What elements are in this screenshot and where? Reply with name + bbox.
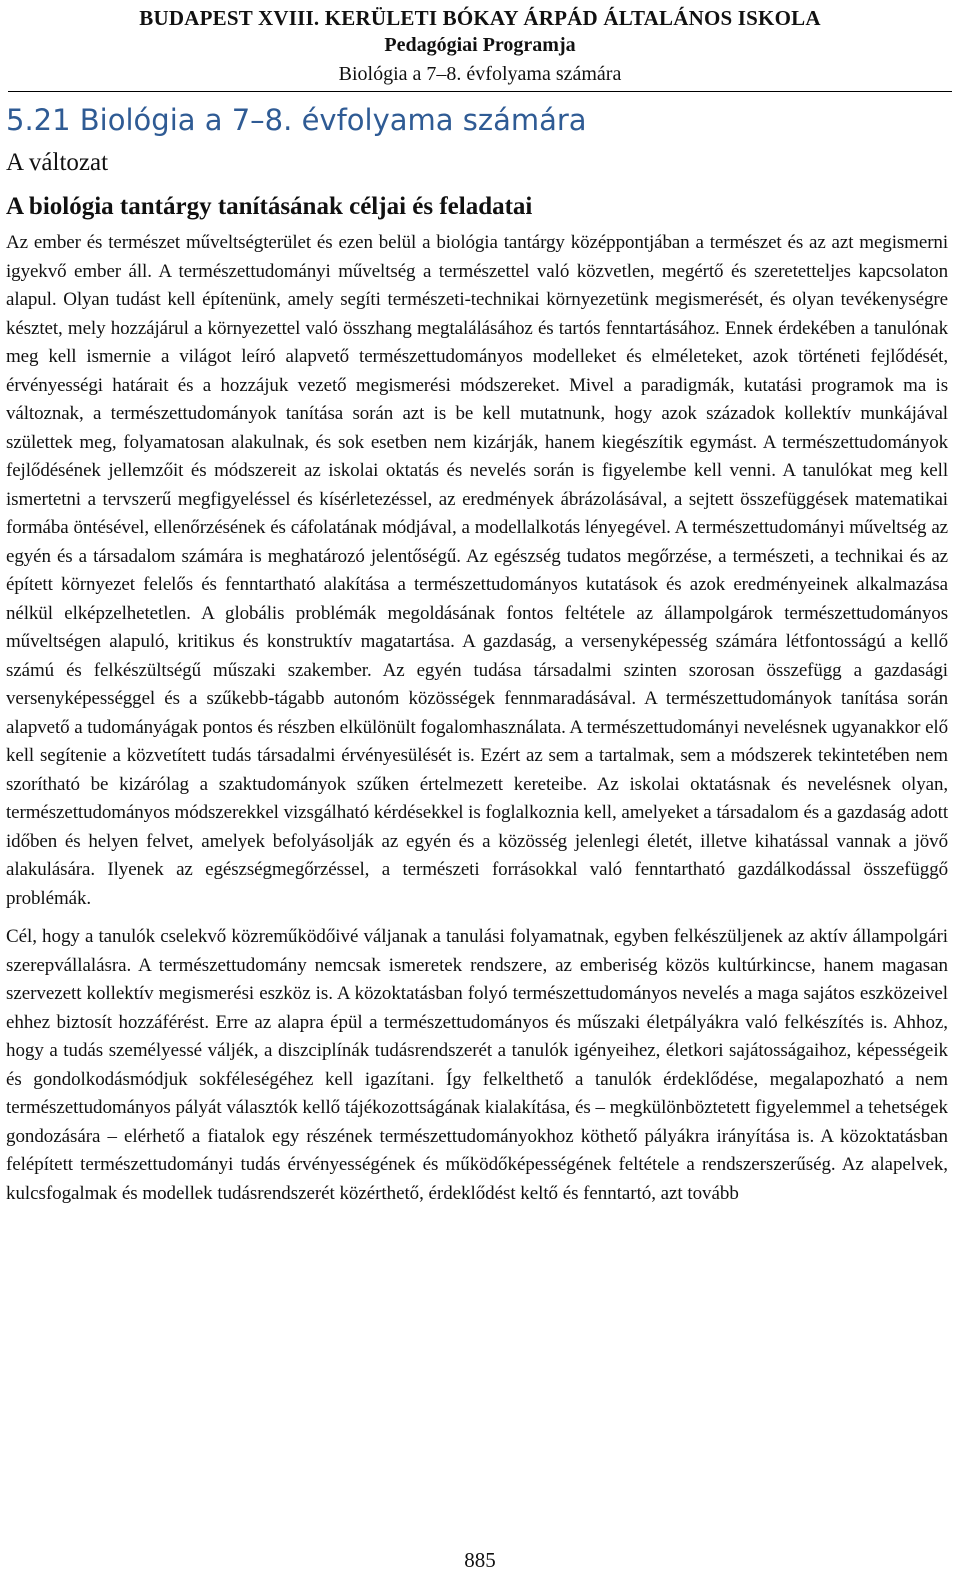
header-subject: Biológia a 7–8. évfolyama számára — [8, 59, 952, 92]
paragraph: Az ember és természet műveltségterület és ezen belül a biológia tantárgy középpontjában a természet és az azt megismerni igyekvő ember áll. A természettudományi műveltség a természettel való közvetlen, megértő és szeretetteljes kapcsolaton alapul. Olyan tudást kell építenünk, amely segíti természeti-technikai környezetünk megismerését, és olyan tevékenységre késztet, mely hozzájárul a környezettel való összhang megtalálásához és tartós fenntartásához. Ennek érdekében a tanulónak meg kell ismernie a világot leíró alapvető természettudományos modelleket és elméleteket, azok történeti fejlődését, érvényességi határait és a hozzájuk vezető megismerési módszereket. Mivel a paradigmák, kutatási programok ma is változnak, a természettudományok tanítása során azt is be kell mutatnunk, hogy azok századok kollektív munkájával születtek meg, folyamatosan alakulnak, és sok esetben nem kizárják, hanem kiegészítik egymást. A természettudományok fejlődésének jellemzőit és módszereit az iskolai oktatás és nevelés során is figyelembe kell venni. A tanulókat meg kell ismertetni a tervszerű megfigyeléssel és kísérletezéssel, az eredmények ábrázolásával, a sejtett összefüggések matematikai formába öntésével, ellenőrzésének és cáfolatának módjával, a modellalkotás lényegével. A természettudományi műveltség az egyén és a társadalom számára is meghatározó jelentőségű. Az egészség tudatos megőrzése, a természeti, a technikai és az épített környezet felelős és fenntartható alakítása a természettudományos kutatások és azok eredményeinek alkalmazása nélkül elképzelhetetlen. A globális problémák megoldásának fontos feltétele az állampolgárok természettudományos műveltségen alapuló, kritikus és konstruktív magatartása. A gazdaság, a versenyképesség számára létfontosságú a kellő számú és felkészültségű műszaki szakember. Az egyén tudása társadalmi szinten szorosan összefügg a gazdasági versenyképességgel és a szűkebb-tágabb autonóm közösségek fennmaradásával. A természettudományok tanítása során alapvető a tudományágak pontos és részben elkülönült fogalomhasználata. A természettudományi nevelésnek ugyanakkor elő kell segítenie a közvetített tudás társadalmi érvényesülését is. Ezért az sem a tartalmak, sem a módszerek tekintetében nem szorítható be kizárólag a szaktudományok szűken értelmezett kereteibe. Az iskolai oktatásnak és nevelésnek olyan, természettudományos módszerekkel vizsgálható kérdésekkel is foglalkoznia kell, amelyeket a társadalom és a gazdaság adott időben és helyen felvet, amelyek befolyásolják az egyén és a közösség jelenlegi életét, illetve kihatással vannak a jövő alakulására. Ilyenek az egészségmegőrzéssel, a természeti forrásokkal való fenntartható gazdálkodással összefüggő problémák. — [6, 232, 948, 909]
paragraph: Cél, hogy a tanulók cselekvő közreműködőivé váljanak a tanulási folyamatnak, egyben felkészüljenek az aktív állampolgári szerepvállalásra. A természettudomány nemcsak ismeretek rendszere, az emberiség közös kultúrkincse, hanem magasan szervezett kollektív megismerési eszköz is. A közoktatásban folyó természettudományos nevelés a maga sajátos eszközeivel ehhez biztosít hozzáférést. Erre az alapra épül a természettudományos és műszaki életpályákra való felkészítés is. Ahhoz, hogy a tudás személyessé váljék, a diszciplínák tudásrendszerét a tanulók igényeihez, életkori sajátosságaihoz, képességeik és gondolkodásmódjuk sokféleségéhez kell igazítani. Így felkelthető a tanulók érdeklődése, megalapozható a nem természettudományos pályát választók kellő tájékozottságának kialakítása, és – megkülönböztetett figyelemmel a tehetségek gondozására – elérhető a fiatalok egy részének természettudományokhoz köthető pályákra irányítása is. A közoktatásban felépített természettudományi tudás érvényességének és működőképességének feltétele a rendszerszerűség. Az alapelvek, kulcsfogalmak és modellek tudásrendszerét közérthető, érdeklődést keltő és fenntartó, azt tovább — [6, 926, 948, 1204]
subheading: A biológia tantárgy tanításának céljai és feladatai — [6, 193, 533, 220]
page-number: 885 — [464, 1548, 496, 1572]
variant-label: A változat — [6, 149, 109, 176]
section-title: 5.21 Biológia a 7–8. évfolyama számára — [6, 103, 587, 137]
school-name: BUDAPEST XVIII. KERÜLETI BÓKAY ÁRPÁD ÁLTALÁNOS ISKOLA — [139, 6, 821, 30]
body-text — [6, 229, 948, 1208]
running-header — [0, 0, 960, 92]
program-name: Pedagógiai Programja — [384, 34, 576, 56]
